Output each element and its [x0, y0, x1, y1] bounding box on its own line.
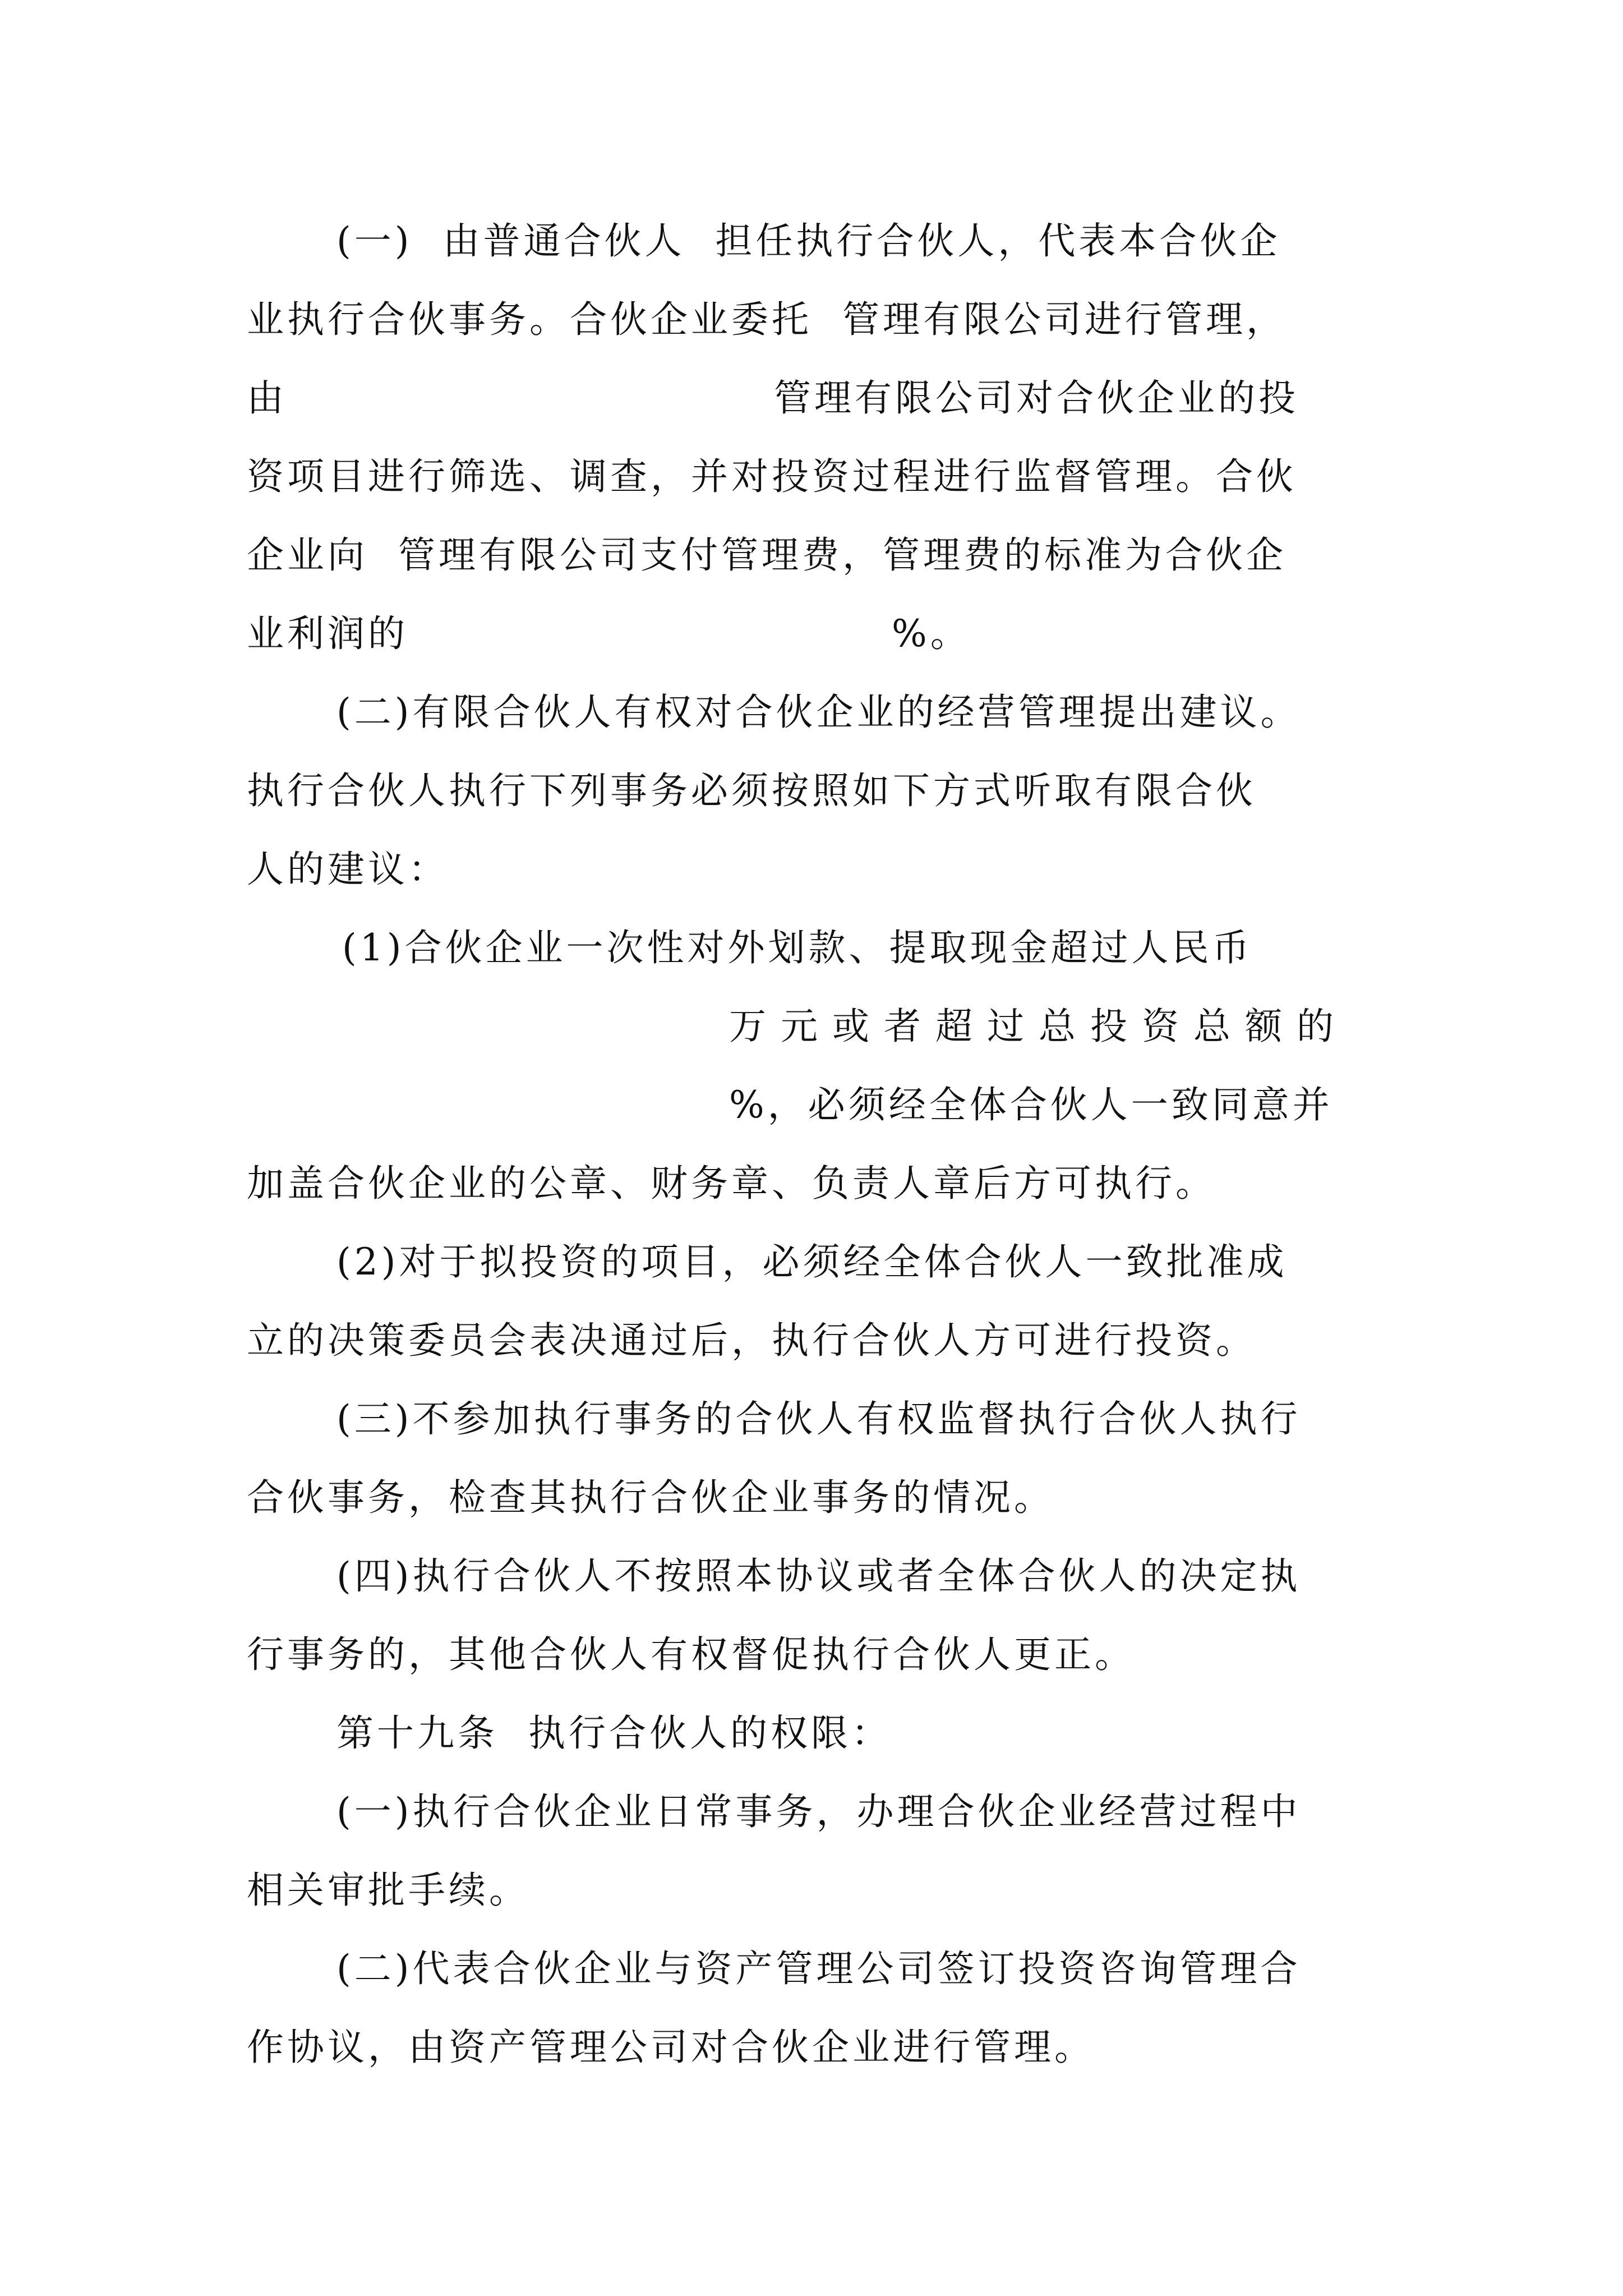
text-line: (二)代表合伙企业与资产管理公司签订投资咨询管理合 [336, 1947, 1301, 1990]
text-line: 立的决策委员会表决通过后，执行合伙人方可进行投资。 [247, 1319, 1256, 1362]
text-line: 人的建议： [247, 848, 449, 891]
text-line: 行事务的，其他合伙人有权督促执行合伙人更正。 [247, 1633, 1135, 1676]
text-line: 由 [247, 376, 287, 420]
text-line: (一)执行合伙企业日常事务，办理合伙企业经营过程中 [336, 1790, 1301, 1833]
text-line: 业利润的 [247, 612, 408, 655]
text-line: 业执行合伙事务。合伙企业委托 管理有限公司进行管理， [247, 298, 1287, 341]
text-line: (1)合伙企业一次性对外划款、提取现金超过人民币 [342, 926, 1253, 969]
text-line: %。 [892, 612, 971, 655]
text-line: 相关审批手续。 [247, 1869, 529, 1912]
text-line: 管理有限公司对合伙企业的投 [774, 376, 1299, 420]
text-line: (四)执行合伙人不按照本协议或者全体合伙人的决定执 [336, 1554, 1301, 1598]
text-line: 企业向 管理有限公司支付管理费，管理费的标准为合伙企 [247, 533, 1287, 577]
text-line: %，必须经全体合伙人一致同意并 [729, 1083, 1333, 1126]
text-line: 万元或者超过总投资总额的 [729, 1005, 1348, 1048]
text-line: (三)不参加执行事务的合伙人有权监督执行合伙人执行 [336, 1397, 1301, 1441]
text-line: 加盖合伙企业的公章、财务章、负责人章后方可执行。 [247, 1162, 1216, 1205]
text-line: (一) 由普通合伙人 担任执行合伙人，代表本合伙企 [336, 219, 1281, 263]
text-line: (二)有限合伙人有权对合伙企业的经营管理提出建议。 [336, 691, 1301, 734]
text-line: 执行合伙人执行下列事务必须按照如下方式听取有限合伙 [247, 769, 1256, 812]
text-line: 资项目进行筛选、调查，并对投资过程进行监督管理。合伙 [247, 455, 1297, 498]
text-line: (2)对于拟投资的项目，必须经全体合伙人一致批准成 [336, 1240, 1288, 1283]
text-line: 合伙事务，检查其执行合伙企业事务的情况。 [247, 1476, 1054, 1519]
text-line: 作协议，由资产管理公司对合伙企业进行管理。 [247, 2026, 1095, 2069]
section-heading: 第十九条 执行合伙人的权限： [336, 1711, 892, 1755]
